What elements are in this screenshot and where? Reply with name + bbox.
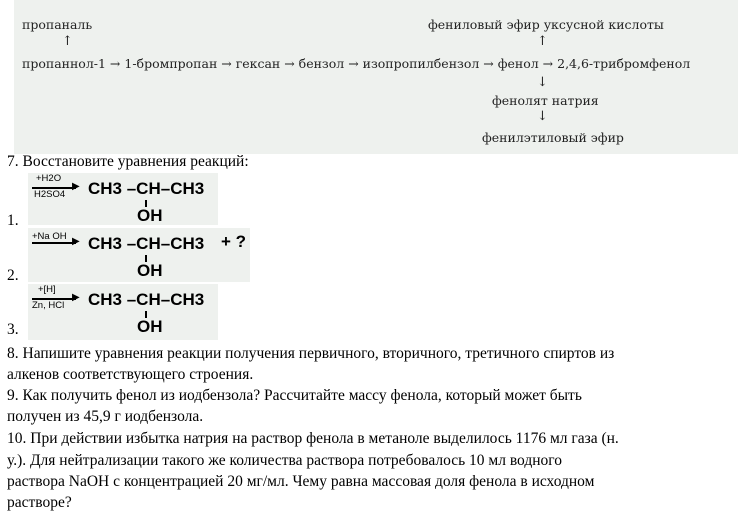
reaction-1 bbox=[28, 173, 218, 225]
reaction-3-condition-top: +[H] bbox=[38, 284, 56, 295]
arrow-down-icon: ↓ bbox=[537, 109, 548, 124]
reaction-1-formula: CH3 –CH–CH3 bbox=[88, 179, 205, 198]
reaction-2-extra: + ? bbox=[221, 232, 247, 251]
reaction-arrow-line bbox=[32, 242, 76, 244]
arrow-head-icon: ▶ bbox=[72, 236, 80, 247]
scheme-sodium-phenolate: фенолят натрия bbox=[492, 93, 599, 108]
scheme-propanal: пропаналь bbox=[22, 17, 93, 32]
reaction-2-formula: CH3 –CH–CH3 bbox=[88, 234, 205, 253]
task7-title: 7. Восстановите уравнения реакций: bbox=[7, 153, 249, 170]
reaction-2-number: 2. bbox=[7, 267, 19, 284]
reaction-1-number: 1. bbox=[7, 212, 19, 229]
task10-line-4: растворе? bbox=[7, 494, 72, 511]
reaction-2 bbox=[28, 228, 250, 282]
reaction-3-oh: OH bbox=[137, 317, 163, 336]
reaction-scheme bbox=[14, 0, 738, 154]
scheme-main-chain: пропаннол-1 → 1-бромпропан → гексан → бензол → изопропилбензол → фенол → 2,4,6-трибромфенол bbox=[22, 56, 691, 71]
reaction-1-condition-top: +H2O bbox=[36, 173, 62, 184]
reaction-3-number: 3. bbox=[7, 321, 19, 338]
reaction-3-formula: CH3 –CH–CH3 bbox=[88, 290, 205, 309]
arrow-down-icon: ↓ bbox=[537, 75, 548, 90]
task10-line-3: раствора NaOH с концентрацией 20 мг/мл. Чему равна массовая доля фенола в исходном bbox=[7, 473, 595, 490]
task9-line-1: 9. Как получить фенол из иодбензола? Рассчитайте массу фенола, который может быть bbox=[7, 387, 582, 404]
task9-line-2: получен из 45,9 г иодбензола. bbox=[7, 408, 204, 425]
reaction-2-condition-top: +Na OH bbox=[32, 231, 67, 242]
scheme-phenyl-ethyl-ether: фенилэтиловый эфир bbox=[482, 130, 624, 145]
task8-line-2: алкенов соответствующего строения. bbox=[7, 366, 254, 383]
reaction-2-oh: OH bbox=[137, 261, 163, 280]
reaction-1-oh: OH bbox=[137, 206, 163, 225]
reaction-3-condition-bottom: Zn, HCl bbox=[32, 300, 65, 311]
arrow-up-icon: ↑ bbox=[62, 34, 73, 49]
arrow-up-icon: ↑ bbox=[537, 34, 548, 49]
task10-line-1: 10. При действии избытка натрия на раствор фенола в метаноле выделилось 1176 мл газа (н. bbox=[7, 430, 619, 447]
task8-line-1: 8. Напишите уравнения реакции получения первичного, вторичного, третичного спиртов из bbox=[7, 345, 615, 362]
task10-line-2: у.). Для нейтрализации такого же количества раствора потребовалось 10 мл водного bbox=[7, 452, 562, 469]
scheme-phenyl-acetate: фениловый эфир уксусной кислоты bbox=[428, 17, 664, 32]
reaction-1-condition-bottom: H2SO4 bbox=[34, 189, 66, 200]
arrow-head-icon: ▶ bbox=[72, 181, 80, 192]
reaction-3 bbox=[28, 284, 218, 340]
arrow-head-icon: ▶ bbox=[72, 292, 80, 303]
